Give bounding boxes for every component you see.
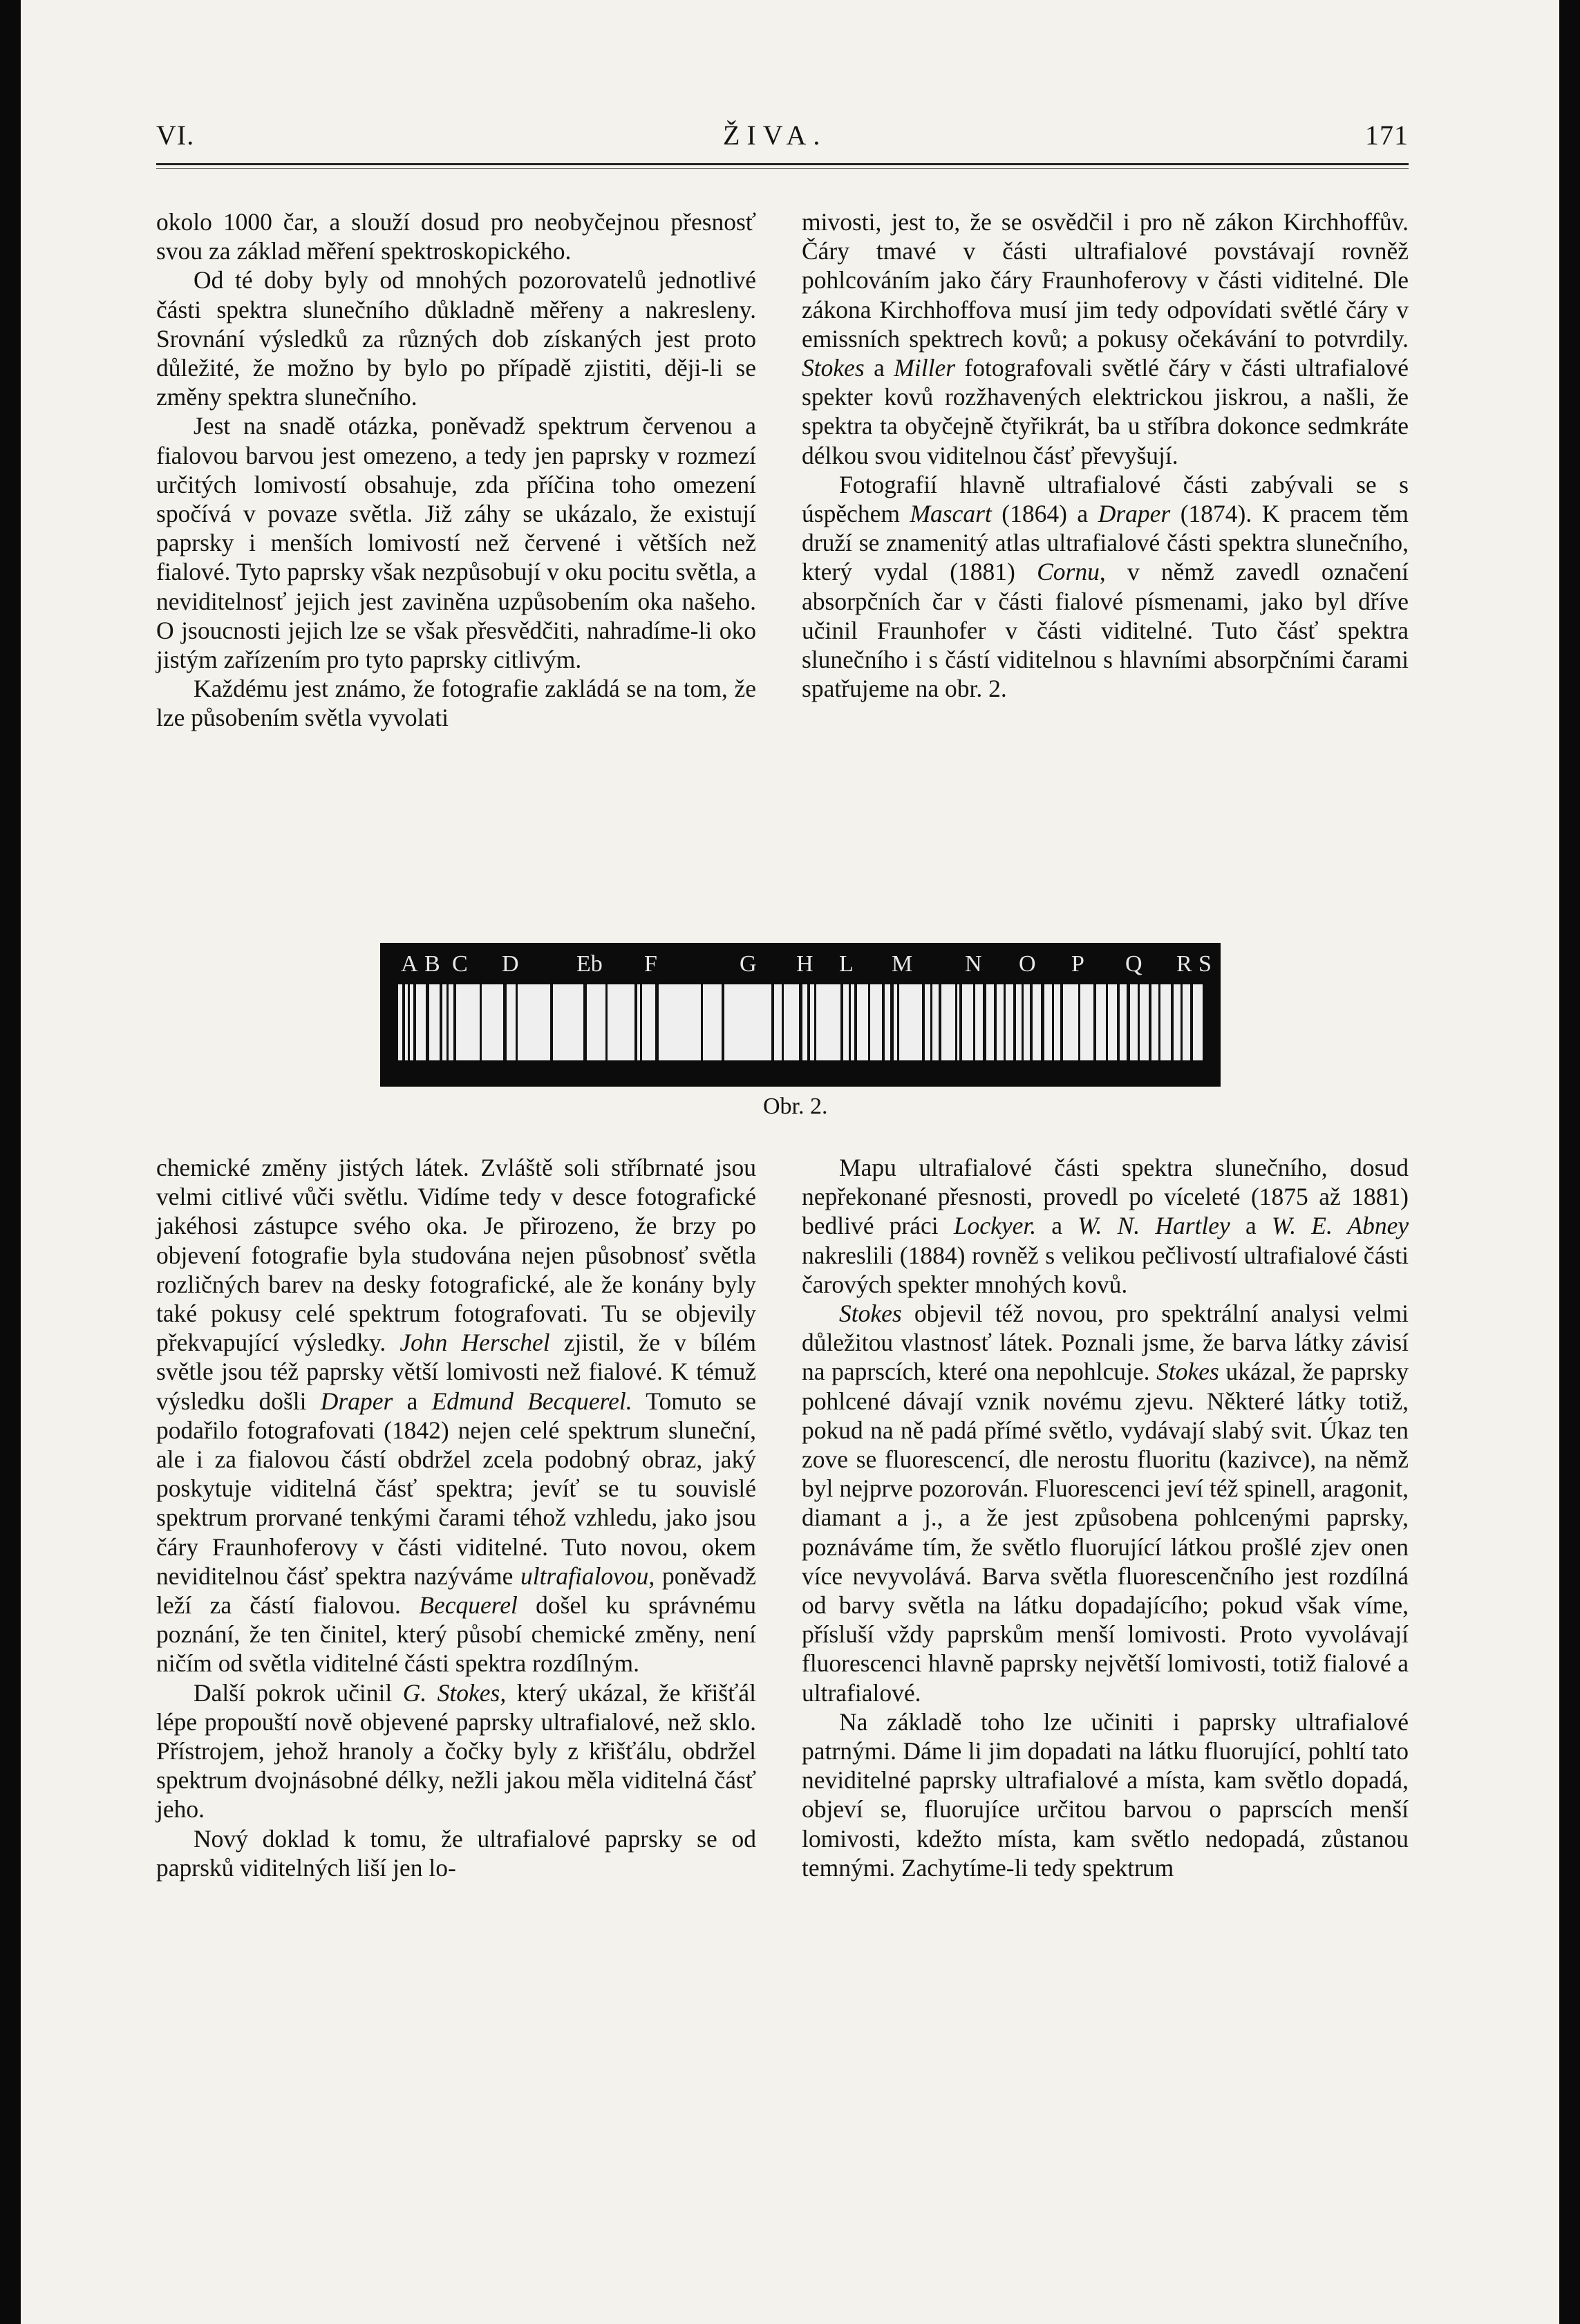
absorption-line [722, 984, 724, 1060]
paragraph: Jest na snadě otázka, poněvadž spektrum červenou a fialovou barvou jest omezeno, a tedy jen paprsky v rozmezí určitých lomivostí obsahuje, zda příčina toho omezení spočívá v povaze světla. Již záhy se ukázalo, že existují paprsky i menších lomivostí než červené i větších než fialové. Tyto paprsky však nezpůsobují v oku pocitu světla, a neviditelnosť jejich jest zaviněna uzpůsobením oka našeho. O jsoucnosti jejich lze se však přesvědčiti, nahradíme-li oko jistým zařízením pro tyto paprsky citlivým. [156, 412, 756, 674]
spectrum-letter: P [1071, 951, 1084, 977]
absorption-line [840, 984, 843, 1060]
header-rule [156, 163, 1409, 165]
author-name: W. E. Abney [1271, 1212, 1409, 1240]
author-name: Edmund Becquerel. [431, 1387, 632, 1415]
absorption-line [1030, 984, 1033, 1060]
absorption-line [782, 984, 784, 1060]
absorption-line [849, 984, 851, 1060]
absorption-line [868, 984, 870, 1060]
paragraph: Každému jest známo, že fotografie zakládá se na tom, že lze působením světla vyvolati [156, 675, 756, 732]
absorption-line [1041, 984, 1044, 1060]
absorption-line [1181, 984, 1183, 1060]
spectrum-letter: R [1176, 951, 1192, 977]
absorption-line [480, 984, 482, 1060]
absorption-line [1052, 984, 1054, 1060]
paragraph: Na základě toho lze učiniti i paprsky ultrafialové patrnými. Dáme li jim dopadati na látku fluorující, pohltí tato neviditelné paprsky ultrafialové a místa, kam světlo dopadá, objeví se, fluorujíce určitou barvou o paprscích menší lomivosti, kdežto místa, kam světlo nedopadá, zůstanou temnými. Zachytíme-li tedy spektrum [802, 1707, 1409, 1882]
spectrum-letter: D [502, 951, 519, 977]
author-name: Becquerel [419, 1591, 518, 1620]
absorption-line [1149, 984, 1151, 1060]
spectrum-letter: Eb [576, 951, 603, 977]
absorption-line [550, 984, 553, 1060]
column-bottom-right [802, 1153, 1409, 1882]
absorption-line [408, 984, 410, 1060]
spectrum-letter: B [424, 951, 440, 977]
absorption-line [1004, 984, 1006, 1060]
page-header [156, 119, 1409, 160]
absorption-line [897, 984, 899, 1060]
absorption-line [402, 984, 405, 1060]
absorption-line [1013, 984, 1016, 1060]
paragraph: okolo 1000 čar, a slouží dosud pro neobyčejnou přesnosť svou za základ měření spektroskopického. [156, 208, 756, 265]
absorption-line [1171, 984, 1174, 1060]
absorption-line [516, 984, 518, 1060]
author-name: Miller [894, 354, 956, 382]
absorption-line [446, 984, 449, 1060]
absorption-line [413, 984, 416, 1060]
volume-number: VI. [156, 120, 195, 151]
spectrum-letter: A [401, 951, 418, 977]
page-number: 171 [1365, 120, 1409, 151]
absorption-line [634, 984, 637, 1060]
paragraph: Další pokrok učinil G. Stokes, který ukázal, že křišťál lépe propouští nově objevené paprsky ultrafialové, než sklo. Přístrojem, jehož hranoly a čočky byly z křišťálu, obdržel spektrum dvojnásobné délky, nežli jakou měla viditelná čásť jeho. [156, 1678, 757, 1824]
absorption-line [1127, 984, 1130, 1060]
paragraph: Od té doby byly od mnohých pozorovatelů jednotlivé části spektra slunečního důkladně měřeny a nakresleny. Srovnání výsledků za různých dob získaných jest proto důležité, že možno by bylo po případě zjistiti, ději-li se změny spektra slunečního. [156, 266, 756, 411]
author-name: Cornu [1037, 558, 1100, 586]
column-bottom-left [156, 1153, 756, 1882]
author-name: G. Stokes, [402, 1678, 507, 1707]
spectrum-letter: S [1198, 951, 1212, 977]
absorption-line [655, 984, 659, 1060]
absorption-line [854, 984, 857, 1060]
absorption-line [1117, 984, 1120, 1060]
spectrum-figure [380, 943, 1221, 1087]
absorption-line [939, 984, 941, 1060]
absorption-line [440, 984, 442, 1060]
spectrum-letter: G [740, 951, 757, 977]
author-name: John Herschel [399, 1329, 550, 1357]
absorption-line [930, 984, 932, 1060]
absorption-line [807, 984, 810, 1060]
author-name: W. N. Hartley [1078, 1212, 1230, 1240]
paragraph: Fotografií hlavně ultrafialové části zabývali se s úspěchem Mascart (1864) a Draper (1874). K pracem těm druží se znamenitý atlas ultrafialové části spektra slunečního, který vydal (1881) Cornu, v němž zavedl označení absorpčních čar v části fialové písmenami, jako byl dříve učinil Fraunhofer v části viditelné. Tuto čásť spektra slunečního i s částí viditelnou s hlavními absorpčními čarami spatřujeme na obr. 2. [802, 470, 1409, 703]
absorption-line [1022, 984, 1024, 1060]
journal-page [21, 0, 1559, 2324]
absorption-line [959, 984, 962, 1060]
author-name: Stokes [802, 354, 865, 382]
absorption-line [1190, 984, 1193, 1060]
spectrum-letter: M [892, 951, 913, 977]
absorption-line [973, 984, 975, 1060]
spectrum-letter: N [965, 951, 982, 977]
absorption-line [814, 984, 816, 1060]
author-name: Mascart [910, 500, 992, 528]
spectrum-letter: F [644, 951, 657, 977]
absorption-line [453, 984, 456, 1060]
author-name: Draper [1098, 500, 1171, 528]
absorption-line [882, 984, 885, 1060]
absorption-line [1060, 984, 1063, 1060]
author-name: Draper [320, 1387, 393, 1415]
header-rule-thin [156, 168, 1409, 169]
figure-caption: Obr. 2. [763, 1094, 828, 1119]
author-name: Lockyer. [953, 1212, 1037, 1240]
paragraph: chemické změny jistých látek. Zvláště soli stříbrnaté jsou velmi citlivé vůči světlu. Vidíme tedy v desce fotografické jakéhosi zástupce svého oka. Je přirozeno, že brzy po objevení fotografie byla studována nejen působnosť světla rozličných barev na desky fotografické, ale že konány byly také pokusy celé spektrum fotografovati. Tu se objevily překvapující výsledky. John Herschel zjistil, že v bílém světle jsou též paprsky větší lomivosti než fialové. K témuž výsledku došli Draper a Edmund Becquerel. Tomuto se podařilo fotografovati (1842) nejen celé spektrum sluneční, ale i za fialovou částí obdržel zcela podobný obraz, jaký poskytuje viditelná čásť spektra; jevíť se tu souvislé spektrum prorvané tenkými čarami téhož vzhledu, jako jsou čáry Fraunhoferovy v části viditelné. Tuto novou, okem neviditelnou čásť spektra nazýváme ultrafialovou, poněvadž leží za částí fialovou. Becquerel došel ku správnému poznání, že ten činitel, který působí chemické změny, není ničím od světla viditelné části spektra rozdílným. [156, 1154, 757, 1678]
absorption-line [890, 984, 894, 1060]
absorption-line [799, 984, 802, 1060]
journal-title: ŽIVA. [723, 120, 827, 151]
spectrum-letter: C [452, 951, 468, 977]
column-top-left [156, 207, 756, 733]
paragraph: Mapu ultrafialové části spektra slunečního, dosud nepřekonané přesnosti, provedl po víceleté (1875 až 1881) bedlivé práci Lockyer. a W. N. Hartley a W. E. Abney nakreslili (1884) rovněž s velikou pečlivostí ultrafialové části čarových spekter mnohých kovů. [802, 1154, 1409, 1298]
absorption-line [955, 984, 957, 1060]
absorption-line [605, 984, 608, 1060]
absorption-line [426, 984, 429, 1060]
spectrum-band [398, 984, 1203, 1060]
author-name: Stokes [839, 1300, 902, 1328]
absorption-line [1106, 984, 1108, 1060]
paragraph: Stokes objevil též novou, pro spektrální analysi velmi důležitou vlastnosť látek. Poznali jsme, že barva látky závisí na paprscích, které ona nepohlcuje. Stokes ukázal, že paprsky pohlcené dávají vznik novému zjevu. Některé látky totiž, pokud na ně padá přímé světlo, vydávají slabý svit. Úkaz ten zove se fluorescencí, dle nerostu fluoritu (kazivce), na němž byl nejprve pozorován. Fluorescenci jeví též spinell, aragonit, diamant a j., a že jest způsobena pohlcenými paprsky, poznáváme tím, že světlo fluorující látkou prošlé zjev onen více nevyvolává. Barva světla fluorescenčního jest rozdílná od barvy světla na látku dopadajícího; pokud však víme, přísluší vždy paprskům menší lomivosti. Proto vyvolávají fluorescenci hlavně paprsky největší lomivosti, totiž fialové a ultrafialové. [802, 1300, 1409, 1707]
absorption-line [701, 984, 703, 1060]
spectrum-line-labels [380, 943, 1221, 984]
absorption-line [503, 984, 507, 1060]
absorption-line [771, 984, 774, 1060]
paragraph: Nový doklad k tomu, že ultrafialové paprsky se od paprsků viditelných liší jen lo- [156, 1824, 756, 1882]
absorption-line [983, 984, 986, 1060]
absorption-line [1138, 984, 1140, 1060]
absorption-line [1158, 984, 1160, 1060]
term: ultrafialovou, [520, 1562, 655, 1590]
author-name: Stokes [1156, 1358, 1219, 1386]
absorption-line [1078, 984, 1080, 1060]
paragraph: mivosti, jest to, že se osvědčil i pro ně zákon Kirchhoffův. Čáry tmavé v části ultrafialové povstávají rovněž pohlcováním jako čáry Fraunhoferovy v části viditelné. Dle zákona Kirchhoffova musí jim tedy odpovídati světlé čáry v emissních spektrech kovů; a pokusy očekávání to potvrdily. Stokes a Miller fotografovali světlé čáry v části ultrafialové spekter kovů rozžhavených elektrickou jiskrou, a našli, že spektra ta obyčejně čtyřikrát, ba u stříbra dokonce sedmkráte délkou svou viditelnou čásť převyšují. [802, 208, 1409, 469]
column-top-right [802, 207, 1409, 703]
absorption-line [994, 984, 997, 1060]
spectrum-letter: H [796, 951, 813, 977]
spectrum-letter: L [839, 951, 854, 977]
absorption-line [583, 984, 587, 1060]
absorption-line [1093, 984, 1096, 1060]
spectrum-letter: O [1019, 951, 1036, 977]
absorption-line [922, 984, 925, 1060]
spectrum-letter: Q [1125, 951, 1142, 977]
absorption-line [640, 984, 642, 1060]
